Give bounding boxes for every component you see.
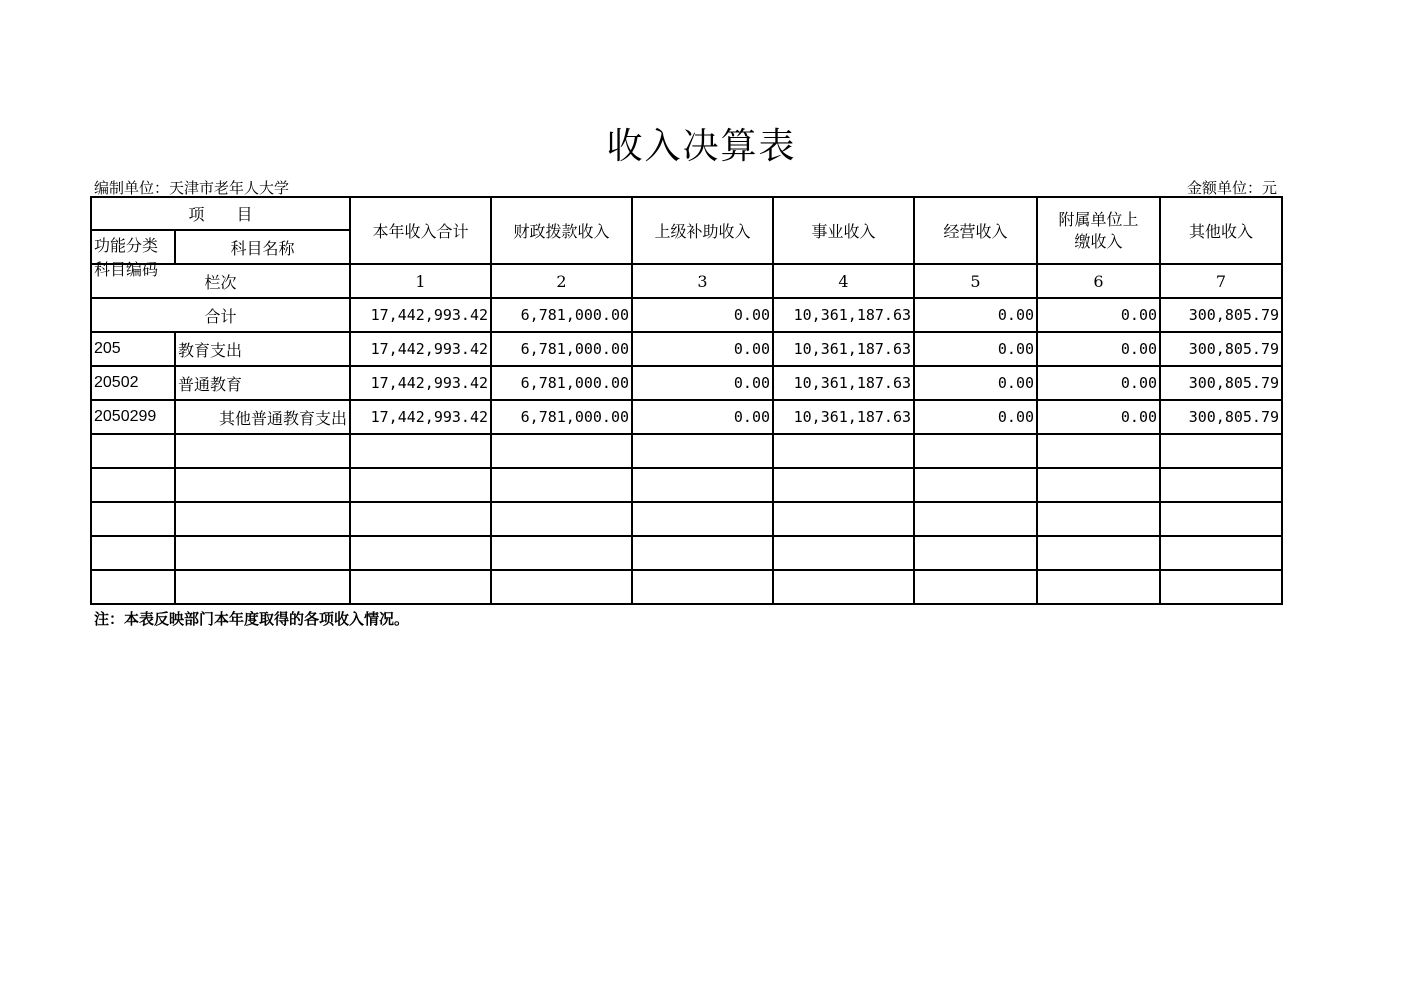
total-value: 10,361,187.63 bbox=[773, 298, 914, 332]
empty-cell bbox=[1037, 570, 1160, 604]
row-value: 0.00 bbox=[914, 400, 1037, 434]
row-value: 0.00 bbox=[632, 332, 773, 366]
row-value: 300,805.79 bbox=[1160, 366, 1282, 400]
col-header-text: 附属单位上缴收入 bbox=[1058, 209, 1139, 251]
row-value: 6,781,000.00 bbox=[491, 366, 632, 400]
empty-cell bbox=[632, 502, 773, 536]
row-value: 17,442,993.42 bbox=[350, 366, 491, 400]
col-index-label: 栏次 bbox=[91, 264, 350, 298]
empty-cell bbox=[175, 570, 350, 604]
empty-cell bbox=[491, 570, 632, 604]
col-header: 财政拨款收入 bbox=[491, 197, 632, 264]
header-item: 项 目 bbox=[91, 197, 350, 230]
empty-cell bbox=[175, 502, 350, 536]
empty-cell bbox=[632, 468, 773, 502]
empty-cell bbox=[1160, 570, 1282, 604]
col-number: 7 bbox=[1160, 264, 1282, 298]
col-number: 1 bbox=[350, 264, 491, 298]
amount-unit: 金额单位：元 bbox=[1186, 179, 1277, 197]
empty-cell bbox=[914, 468, 1037, 502]
row-value: 17,442,993.42 bbox=[350, 400, 491, 434]
col-header: 经营收入 bbox=[914, 197, 1037, 264]
row-value: 17,442,993.42 bbox=[350, 332, 491, 366]
empty-cell bbox=[91, 468, 175, 502]
empty-cell bbox=[1037, 434, 1160, 468]
col-header: 本年收入合计 bbox=[350, 197, 491, 264]
row-name: 教育支出 bbox=[175, 332, 350, 366]
total-row bbox=[91, 298, 1282, 332]
empty-row bbox=[91, 434, 1282, 468]
empty-cell bbox=[914, 536, 1037, 570]
row-value: 0.00 bbox=[1037, 400, 1160, 434]
row-value: 6,781,000.00 bbox=[491, 332, 632, 366]
total-label: 合计 bbox=[91, 298, 350, 332]
row-value: 0.00 bbox=[1037, 332, 1160, 366]
row-value: 0.00 bbox=[914, 366, 1037, 400]
empty-cell bbox=[914, 502, 1037, 536]
col-number: 3 bbox=[632, 264, 773, 298]
empty-row bbox=[91, 502, 1282, 536]
table-note: 注：本表反映部门本年度取得的各项收入情况。 bbox=[94, 610, 410, 628]
total-value: 300,805.79 bbox=[1160, 298, 1282, 332]
empty-cell bbox=[773, 434, 914, 468]
row-name: 普通教育 bbox=[175, 366, 350, 400]
row-value: 0.00 bbox=[1037, 366, 1160, 400]
row-value: 0.00 bbox=[914, 332, 1037, 366]
empty-cell bbox=[350, 536, 491, 570]
col-header: 其他收入 bbox=[1160, 197, 1282, 264]
empty-cell bbox=[632, 536, 773, 570]
empty-cell bbox=[491, 434, 632, 468]
row-value: 300,805.79 bbox=[1160, 400, 1282, 434]
empty-cell bbox=[1160, 502, 1282, 536]
compiling-unit: 编制单位：天津市老年人大学 bbox=[94, 179, 290, 197]
empty-row bbox=[91, 536, 1282, 570]
col-header bbox=[1037, 197, 1160, 264]
empty-row bbox=[91, 468, 1282, 502]
header-name: 科目名称 bbox=[175, 230, 350, 264]
empty-cell bbox=[773, 536, 914, 570]
row-name: 其他普通教育支出 bbox=[175, 400, 350, 434]
total-value: 17,442,993.42 bbox=[350, 298, 491, 332]
empty-cell bbox=[914, 434, 1037, 468]
col-number: 4 bbox=[773, 264, 914, 298]
row-value: 0.00 bbox=[632, 366, 773, 400]
empty-cell bbox=[632, 434, 773, 468]
row-value: 10,361,187.63 bbox=[773, 332, 914, 366]
empty-cell bbox=[491, 536, 632, 570]
empty-row bbox=[91, 570, 1282, 604]
empty-cell bbox=[350, 468, 491, 502]
empty-cell bbox=[175, 434, 350, 468]
total-value: 6,781,000.00 bbox=[491, 298, 632, 332]
empty-cell bbox=[1160, 536, 1282, 570]
col-header: 上级补助收入 bbox=[632, 197, 773, 264]
empty-cell bbox=[1160, 434, 1282, 468]
empty-cell bbox=[350, 502, 491, 536]
total-value: 0.00 bbox=[914, 298, 1037, 332]
empty-cell bbox=[773, 570, 914, 604]
empty-cell bbox=[91, 434, 175, 468]
empty-cell bbox=[491, 468, 632, 502]
row-value: 10,361,187.63 bbox=[773, 400, 914, 434]
empty-cell bbox=[1037, 536, 1160, 570]
col-header: 事业收入 bbox=[773, 197, 914, 264]
row-value: 6,781,000.00 bbox=[491, 400, 632, 434]
empty-cell bbox=[632, 570, 773, 604]
row-code: 2050299 bbox=[91, 400, 175, 434]
empty-cell bbox=[1037, 502, 1160, 536]
empty-cell bbox=[175, 536, 350, 570]
col-number: 2 bbox=[491, 264, 632, 298]
table-row bbox=[91, 400, 1282, 434]
empty-cell bbox=[175, 468, 350, 502]
empty-cell bbox=[91, 502, 175, 536]
empty-cell bbox=[350, 434, 491, 468]
empty-cell bbox=[1160, 468, 1282, 502]
total-value: 0.00 bbox=[632, 298, 773, 332]
income-table bbox=[90, 196, 1283, 605]
table-row bbox=[91, 366, 1282, 400]
empty-cell bbox=[491, 502, 632, 536]
empty-cell bbox=[350, 570, 491, 604]
empty-cell bbox=[773, 502, 914, 536]
page-title: 收入决算表 bbox=[606, 126, 797, 167]
header-code-text: 功能分类科目编码 bbox=[94, 236, 159, 279]
row-code: 205 bbox=[91, 332, 175, 366]
empty-cell bbox=[773, 468, 914, 502]
empty-cell bbox=[91, 570, 175, 604]
empty-cell bbox=[914, 570, 1037, 604]
total-value: 0.00 bbox=[1037, 298, 1160, 332]
empty-cell bbox=[1037, 468, 1160, 502]
col-number: 5 bbox=[914, 264, 1037, 298]
table-row bbox=[91, 332, 1282, 366]
row-value: 0.00 bbox=[632, 400, 773, 434]
empty-cell bbox=[91, 536, 175, 570]
header-code bbox=[91, 230, 175, 279]
row-code: 20502 bbox=[91, 366, 175, 400]
row-value: 300,805.79 bbox=[1160, 332, 1282, 366]
row-value: 10,361,187.63 bbox=[773, 366, 914, 400]
col-number: 6 bbox=[1037, 264, 1160, 298]
